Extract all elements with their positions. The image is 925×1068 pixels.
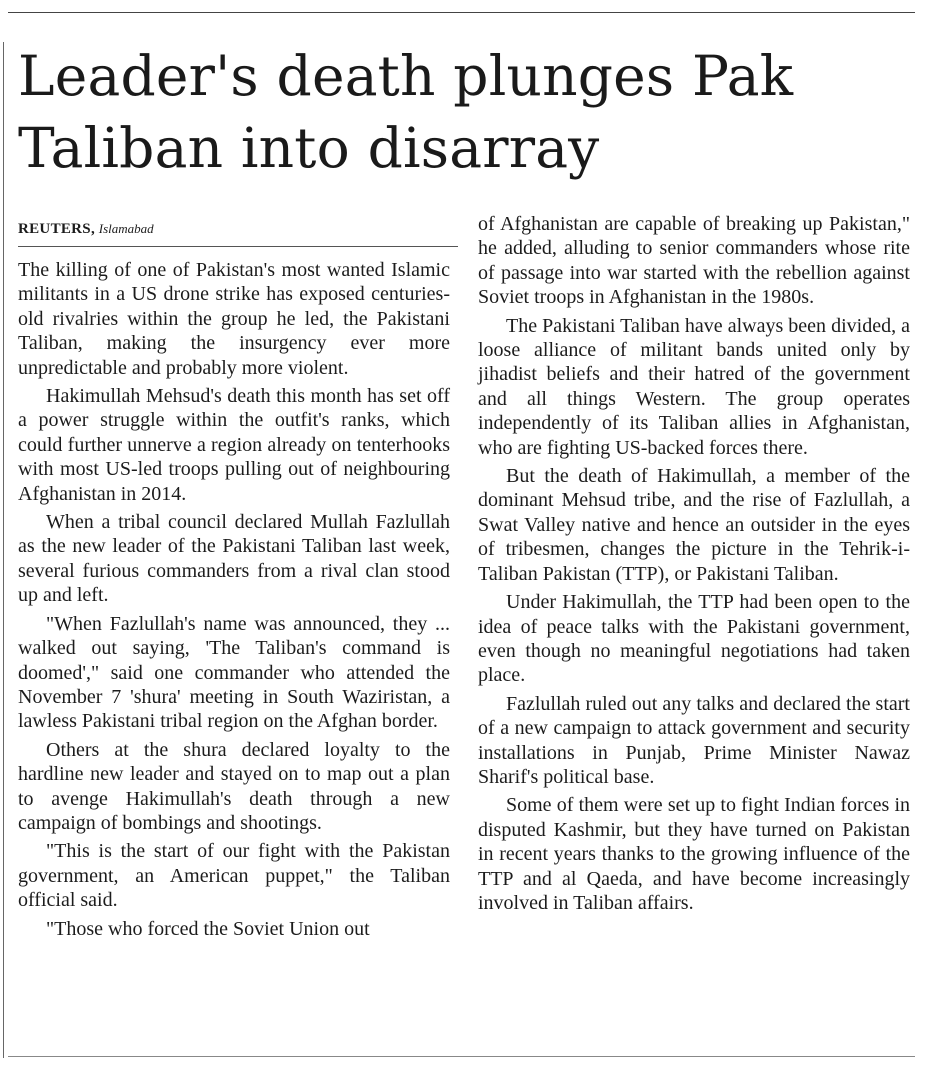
article-column-right <box>478 212 910 919</box>
paragraph: But the death of Hakimullah, a member of the dominant Mehsud tribe, and the rise of Fazlullah, a Swat Valley native and hence an outsider in the eyes of tribesmen, changes the picture in the Tehrik-i-Taliban Pakistan (TTP), or Pakistani Taliban. <box>478 465 910 585</box>
paragraph: "This is the start of our fight with the Pakistan government, an American puppet," the Taliban official said. <box>18 840 450 912</box>
paragraph: "Those who forced the Soviet Union out <box>46 917 370 940</box>
top-rule <box>8 12 915 13</box>
paragraph: Some of them were set up to fight Indian forces in disputed Kashmir, but they have turned on Pakistan in recent years thanks to the growing influence of the TTP and al Qaeda, and have become increasingly involved in Taliban affairs. <box>478 794 910 914</box>
byline-agency: REUTERS, <box>18 221 96 237</box>
left-rule <box>3 42 4 1058</box>
bottom-rule <box>8 1056 915 1057</box>
byline-place: Islamabad <box>98 221 154 236</box>
paragraph: Fazlullah ruled out any talks and declared the start of a new campaign to attack government and security installations in Punjab, Prime Minister Nawaz Sharif's political base. <box>478 692 910 788</box>
paragraph: of Afghanistan are capable of breaking up Pakistan," he added, alluding to senior commanders whose rite of passage into war started with the rebellion against Soviet troops in Afghanistan in the 1980s. <box>478 213 910 309</box>
paragraph: The Pakistani Taliban have always been divided, a loose alliance of militant bands united only by jihadist beliefs and their hatred of the government and all things Western. The group operates independently of its Taliban allies in Afghanistan, who are fighting US-backed forces there. <box>478 314 910 459</box>
article-column-left <box>18 258 450 945</box>
paragraph: "When Fazlullah's name was announced, they ... walked out saying, 'The Taliban's command is doomed'," said one commander who attended the November 7 'shura' meeting in South Waziristan, a lawless Pakistani tribal region on the Afghan border. <box>18 612 450 733</box>
byline-rule <box>18 246 458 247</box>
paragraph: Others at the shura declared loyalty to the hardline new leader and stayed on to map out a plan to avenge Hakimullah's death through a new campaign of bombings and shootings. <box>18 738 450 834</box>
byline <box>18 218 458 240</box>
paragraph: When a tribal council declared Mullah Fazlullah as the new leader of the Pakistani Taliban last week, several furious commanders from a rival clan stood up and left. <box>18 511 450 607</box>
paragraph: The killing of one of Pakistan's most wanted Islamic militants in a US drone strike has exposed centuries-old rivalries within the group he led, the Pakistani Taliban, making the insurgency ever more unpredictable and probably more violent. <box>18 259 450 379</box>
paragraph: Hakimullah Mehsud's death this month has set off a power struggle within the outfit's ranks, which could further unnerve a region already on tenterhooks with most US-led troops pulling out of neighbouring Afghanistan in 2014. <box>18 385 450 505</box>
headline: Leader's death plunges Pak Taliban into disarray <box>18 44 794 180</box>
paragraph: Under Hakimullah, the TTP had been open to the idea of peace talks with the Pakistani government, even though no meaningful negotiations had taken place. <box>478 591 910 687</box>
